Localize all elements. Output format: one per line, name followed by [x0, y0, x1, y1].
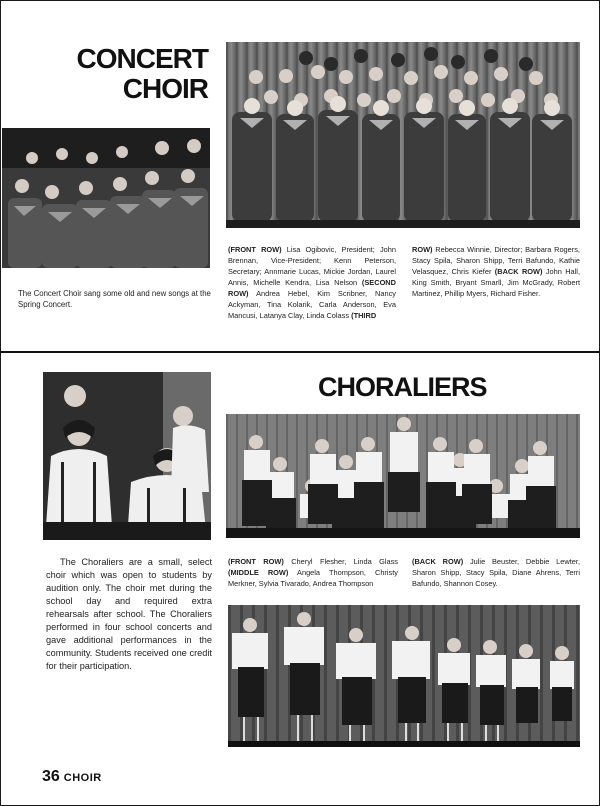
concert-choir-group-photo	[226, 42, 580, 228]
concert-label-third-row-start: (THIRD	[351, 311, 377, 320]
concert-label-second-row: (SECOND ROW)	[228, 278, 396, 298]
choraliers-names-middle-row: Angela Thompson, Christy Merkner, Sylvia Tivarado, Andrea Thompson	[228, 568, 398, 588]
concert-choir-title	[77, 44, 208, 104]
choraliers-label-front-row: (FRONT ROW)	[228, 557, 284, 566]
concert-names-front-row: Lisa Ogibovic, President; John Brennan, Vice-President; Kenn Peterson, Secretary; Annmarie Lucas, Mickie Jordan, Laurel Annis, Michelle Kendra, Lisa Nelson	[228, 245, 396, 287]
concert-label-back-row: (BACK ROW)	[494, 267, 543, 276]
concert-choir-side-photo	[2, 128, 210, 268]
section-divider	[0, 351, 600, 353]
choraliers-description: The Choraliers are a small, select choir which was open to students by audition only. The choir met during the school day and required extra rehearsals after school. The Choraliers performed in four school concerts and gave additional performances in the community. Students received one credit for their participation.	[46, 557, 212, 671]
concert-names-back-row: John Hall, King Smith, Bryant Smarll, Jim McGrady, Robert Martinez, Phillip Myers, Richard Fisher.	[412, 267, 581, 298]
concert-names-second-row: Andrea Hebel, Kim Scribner, Nancy Ackyman, Tina Kolarik, Carla Anderson, Eva Mancusi, Latanya Clay, Linda Colass	[228, 289, 396, 320]
choraliers-performance-photo	[228, 605, 580, 747]
concert-photo-caption: The Concert Choir sang some old and new songs at the Spring Concert.	[18, 289, 211, 309]
concert-title-line1: CONCERT	[76, 43, 208, 74]
choraliers-title: CHORALIERS	[318, 372, 487, 402]
choraliers-names-front-row: Cheryl Flesher, Linda Glass	[283, 557, 398, 566]
page-folio	[42, 768, 102, 786]
concert-names-column-2	[412, 244, 580, 299]
choraliers-label-middle-row: (MIDDLE ROW)	[228, 568, 289, 577]
concert-title-line2: CHOIR	[122, 73, 208, 104]
page-number: 36	[42, 768, 60, 785]
section-label: CHOIR	[63, 772, 102, 784]
choraliers-label-back-row: (BACK ROW)	[412, 557, 464, 566]
choraliers-names-column-2	[412, 556, 580, 589]
concert-names-third-row: Rebecca Winnie, Director; Barbara Rogers, Stacy Spila, Sharon Shipp, Terri Bafundo, Kathie Velasquez, Chris Kiefer	[412, 245, 580, 276]
choraliers-closeup-photo	[43, 372, 211, 540]
concert-label-front-row: (FRONT ROW)	[228, 245, 282, 254]
concert-label-third-row-end: ROW)	[412, 245, 433, 254]
choraliers-names-column-1	[228, 556, 398, 589]
choraliers-group-photo	[226, 414, 580, 538]
choraliers-names-back-row: Julie Beuster, Debbie Lewter, Sharon Shipp, Stacy Spila, Diane Ahrens, Terri Bafundo, Shannon Cosey.	[412, 557, 580, 588]
concert-names-column-1	[228, 244, 396, 321]
